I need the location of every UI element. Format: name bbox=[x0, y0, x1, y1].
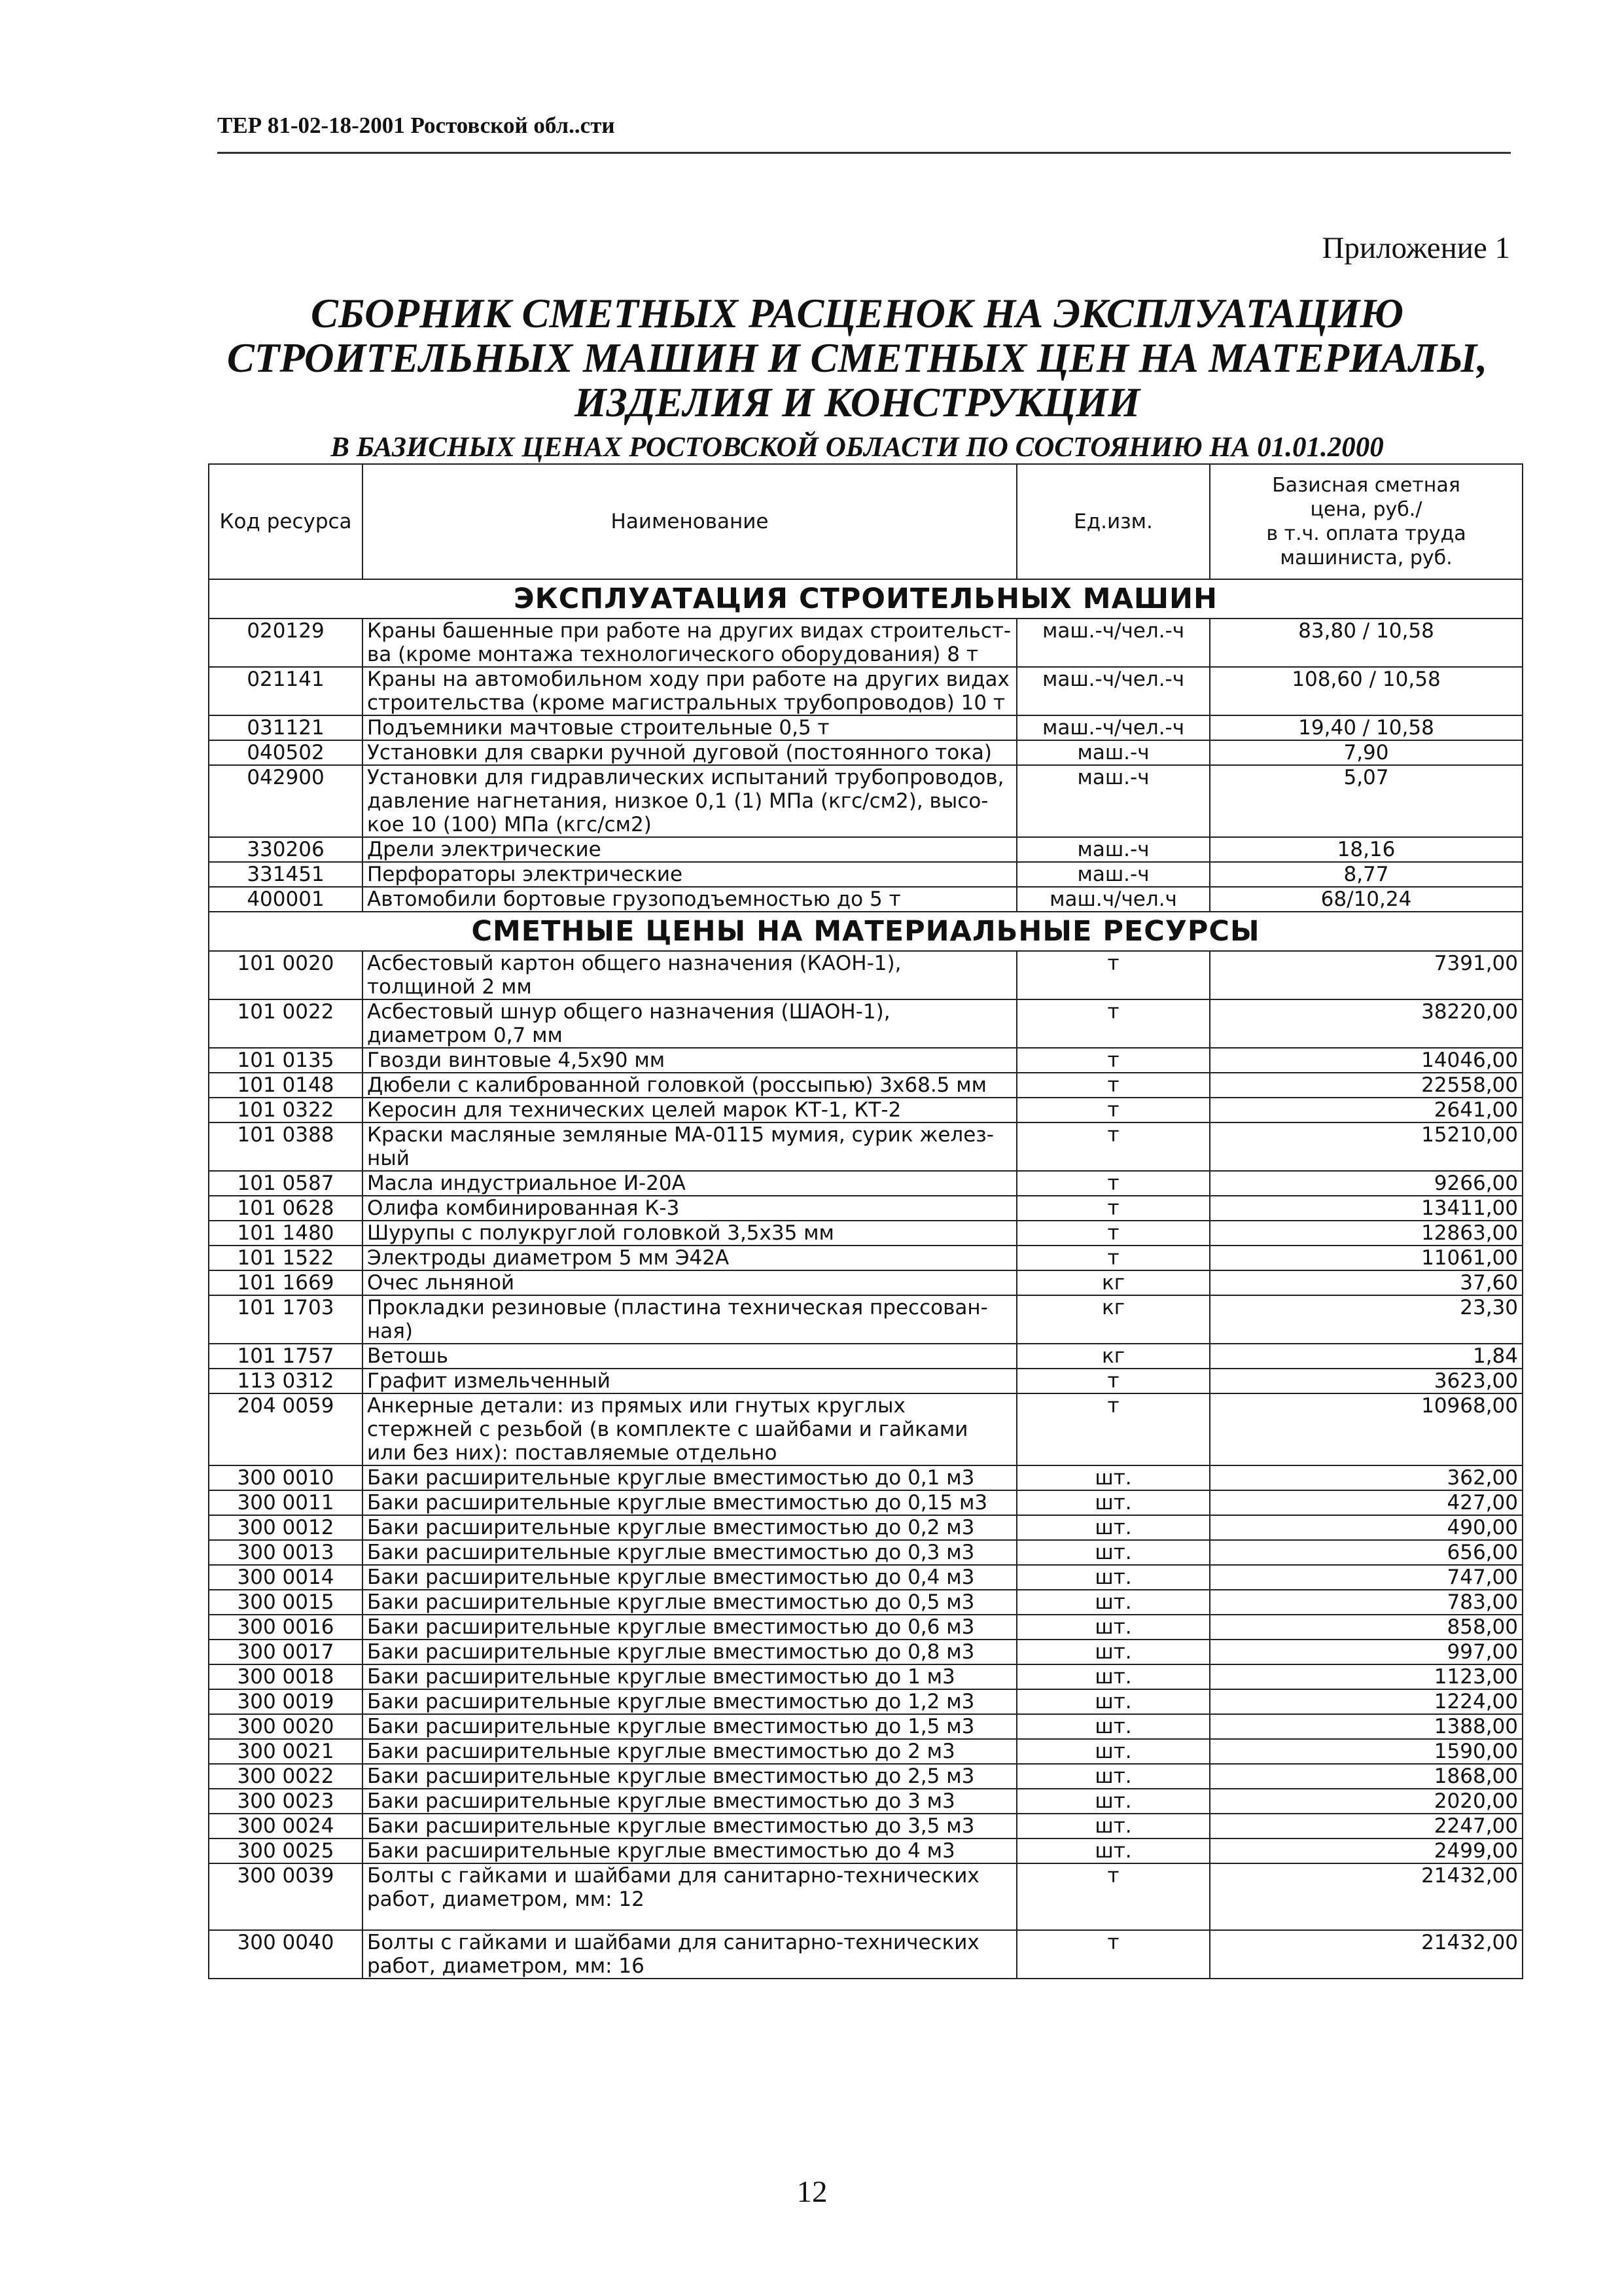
price-cell: 19,40 / 10,58 bbox=[1210, 715, 1523, 740]
price-cell: 1388,00 bbox=[1210, 1714, 1523, 1739]
resource-code-cell: 300 0016 bbox=[209, 1615, 362, 1640]
unit-cell: кг bbox=[1017, 1295, 1210, 1344]
resource-name-cell: Асбестовый картон общего назначения (КАОН-1), толщиной 2 мм bbox=[362, 951, 1017, 999]
resource-name-cell: Баки расширительные круглые вместимостью до 2,5 м3 bbox=[362, 1764, 1017, 1789]
resource-code-cell: 204 0059 bbox=[209, 1393, 362, 1465]
unit-cell: шт. bbox=[1017, 1714, 1210, 1739]
price-cell: 2247,00 bbox=[1210, 1814, 1523, 1839]
price-cell: 1224,00 bbox=[1210, 1689, 1523, 1714]
unit-cell: шт. bbox=[1017, 1689, 1210, 1714]
unit-cell: шт. bbox=[1017, 1664, 1210, 1689]
table-row bbox=[209, 1714, 1523, 1739]
resource-code-cell: 330206 bbox=[209, 837, 362, 862]
unit-cell: кг bbox=[1017, 1344, 1210, 1369]
appendix-label: Приложение 1 bbox=[1322, 231, 1510, 265]
price-cell: 68/10,24 bbox=[1210, 887, 1523, 912]
unit-cell: шт. bbox=[1017, 1839, 1210, 1863]
table-row bbox=[209, 1789, 1523, 1814]
table-row bbox=[209, 1073, 1523, 1098]
price-cell: 7,90 bbox=[1210, 740, 1523, 765]
resource-name-cell: Прокладки резиновые (пластина техническая прессован-ная) bbox=[362, 1295, 1017, 1344]
resource-code-cell: 101 0148 bbox=[209, 1073, 362, 1098]
price-cell: 13411,00 bbox=[1210, 1196, 1523, 1221]
table-row bbox=[209, 887, 1523, 912]
unit-cell: шт. bbox=[1017, 1590, 1210, 1615]
price-cell: 37,60 bbox=[1210, 1270, 1523, 1295]
resource-name-cell: Баки расширительные круглые вместимостью до 0,2 м3 bbox=[362, 1515, 1017, 1540]
table-row bbox=[209, 1122, 1523, 1171]
resource-name-cell: Масла индустриальное И-20А bbox=[362, 1171, 1017, 1196]
price-cell: 9266,00 bbox=[1210, 1171, 1523, 1196]
resource-name-cell: Автомобили бортовые грузоподъемностью до 5 т bbox=[362, 887, 1017, 912]
unit-cell: маш.-ч bbox=[1017, 862, 1210, 887]
unit-cell: т bbox=[1017, 1098, 1210, 1122]
unit-cell: шт. bbox=[1017, 1814, 1210, 1839]
unit-cell: шт. bbox=[1017, 1764, 1210, 1789]
table-row bbox=[209, 1246, 1523, 1270]
resource-name-cell: Очес льняной bbox=[362, 1270, 1017, 1295]
unit-cell: шт. bbox=[1017, 1789, 1210, 1814]
resource-code-cell: 300 0021 bbox=[209, 1739, 362, 1764]
title-line-1: СБОРНИК СМЕТНЫХ РАСЦЕНОК НА ЭКСПЛУАТАЦИЮ bbox=[311, 291, 1403, 336]
table-row bbox=[209, 1739, 1523, 1764]
resource-name-cell: Баки расширительные круглые вместимостью до 3 м3 bbox=[362, 1789, 1017, 1814]
price-cell: 22558,00 bbox=[1210, 1073, 1523, 1098]
column-header-price bbox=[1210, 464, 1523, 579]
resource-name-cell: Краны башенные при работе на других видах строительст-ва (кроме монтажа технологического оборудования) 8 т bbox=[362, 619, 1017, 667]
resource-code-cell: 300 0013 bbox=[209, 1540, 362, 1565]
table-row bbox=[209, 837, 1523, 862]
price-cell: 2641,00 bbox=[1210, 1098, 1523, 1122]
unit-cell: т bbox=[1017, 951, 1210, 999]
resource-code-cell: 300 0023 bbox=[209, 1789, 362, 1814]
price-cell: 7391,00 bbox=[1210, 951, 1523, 999]
resource-code-cell: 113 0312 bbox=[209, 1369, 362, 1393]
unit-cell: т bbox=[1017, 1369, 1210, 1393]
resource-code-cell: 300 0024 bbox=[209, 1814, 362, 1839]
resource-code-cell: 040502 bbox=[209, 740, 362, 765]
resource-code-cell: 300 0022 bbox=[209, 1764, 362, 1789]
resource-code-cell: 300 0018 bbox=[209, 1664, 362, 1689]
table-row bbox=[209, 1344, 1523, 1369]
price-cell: 8,77 bbox=[1210, 862, 1523, 887]
unit-cell: шт. bbox=[1017, 1465, 1210, 1490]
price-cell: 38220,00 bbox=[1210, 999, 1523, 1048]
table-row bbox=[209, 951, 1523, 999]
resource-name-cell: Баки расширительные круглые вместимостью до 0,5 м3 bbox=[362, 1590, 1017, 1615]
price-header-line-1: Базисная сметная bbox=[1272, 474, 1460, 497]
resource-name-cell: Баки расширительные круглые вместимостью до 0,8 м3 bbox=[362, 1640, 1017, 1664]
table-body bbox=[209, 579, 1523, 1979]
resource-code-cell: 020129 bbox=[209, 619, 362, 667]
price-table bbox=[208, 463, 1523, 1979]
resource-code-cell: 300 0011 bbox=[209, 1490, 362, 1515]
table-row bbox=[209, 740, 1523, 765]
unit-cell: шт. bbox=[1017, 1615, 1210, 1640]
resource-name-cell: Баки расширительные круглые вместимостью до 1,2 м3 bbox=[362, 1689, 1017, 1714]
resource-name-cell: Олифа комбинированная К-3 bbox=[362, 1196, 1017, 1221]
table-row bbox=[209, 1295, 1523, 1344]
unit-cell: маш.-ч/чел.-ч bbox=[1017, 715, 1210, 740]
column-header-name: Наименование bbox=[362, 464, 1017, 579]
price-cell: 14046,00 bbox=[1210, 1048, 1523, 1073]
price-cell: 783,00 bbox=[1210, 1590, 1523, 1615]
table-row bbox=[209, 1196, 1523, 1221]
document-title bbox=[196, 291, 1518, 464]
resource-code-cell: 300 0020 bbox=[209, 1714, 362, 1739]
unit-cell: т bbox=[1017, 1221, 1210, 1246]
resource-name-cell: Ветошь bbox=[362, 1344, 1017, 1369]
resource-name-cell: Баки расширительные круглые вместимостью до 0,1 м3 bbox=[362, 1465, 1017, 1490]
resource-name-cell: Керосин для технических целей марок КТ-1, КТ-2 bbox=[362, 1098, 1017, 1122]
price-cell: 427,00 bbox=[1210, 1490, 1523, 1515]
price-cell: 83,80 / 10,58 bbox=[1210, 619, 1523, 667]
table-row bbox=[209, 1664, 1523, 1689]
resource-name-cell: Баки расширительные круглые вместимостью до 0,4 м3 bbox=[362, 1565, 1017, 1590]
page-number: 12 bbox=[796, 2175, 828, 2209]
unit-cell: шт. bbox=[1017, 1640, 1210, 1664]
resource-code-cell: 300 0040 bbox=[209, 1930, 362, 1979]
price-header-line-2: цена, руб./ bbox=[1310, 498, 1422, 521]
unit-cell: маш.ч/чел.ч bbox=[1017, 887, 1210, 912]
price-cell: 5,07 bbox=[1210, 765, 1523, 837]
unit-cell: шт. bbox=[1017, 1739, 1210, 1764]
price-cell: 858,00 bbox=[1210, 1615, 1523, 1640]
header-divider bbox=[217, 152, 1511, 154]
table-row bbox=[209, 1465, 1523, 1490]
resource-code-cell: 101 1480 bbox=[209, 1221, 362, 1246]
title-line-3: ИЗДЕЛИЯ И КОНСТРУКЦИИ bbox=[574, 380, 1140, 425]
resource-name-cell: Гвозди винтовые 4,5х90 мм bbox=[362, 1048, 1017, 1073]
resource-code-cell: 101 0020 bbox=[209, 951, 362, 999]
resource-name-cell: Болты с гайками и шайбами для санитарно-технических работ, диаметром, мм: 16 bbox=[362, 1930, 1017, 1979]
resource-code-cell: 101 0628 bbox=[209, 1196, 362, 1221]
table-row bbox=[209, 1689, 1523, 1714]
price-cell: 1123,00 bbox=[1210, 1664, 1523, 1689]
resource-code-cell: 101 1669 bbox=[209, 1270, 362, 1295]
price-cell: 1,84 bbox=[1210, 1344, 1523, 1369]
resource-name-cell: Баки расширительные круглые вместимостью до 1 м3 bbox=[362, 1664, 1017, 1689]
resource-code-cell: 300 0039 bbox=[209, 1863, 362, 1930]
table-row bbox=[209, 1540, 1523, 1565]
table-row bbox=[209, 999, 1523, 1048]
section-title-machines: ЭКСПЛУАТАЦИЯ СТРОИТЕЛЬНЫХ МАШИН bbox=[209, 579, 1523, 619]
unit-cell: т bbox=[1017, 1196, 1210, 1221]
running-title: ТЕР 81-02-18-2001 Ростовской обл..сти bbox=[217, 113, 615, 138]
price-cell: 997,00 bbox=[1210, 1640, 1523, 1664]
unit-cell: т bbox=[1017, 1930, 1210, 1979]
table-row bbox=[209, 1930, 1523, 1979]
section-title-materials: СМЕТНЫЕ ЦЕНЫ НА МАТЕРИАЛЬНЫЕ РЕСУРСЫ bbox=[209, 912, 1523, 951]
resource-name-cell: Баки расширительные круглые вместимостью до 3,5 м3 bbox=[362, 1814, 1017, 1839]
resource-code-cell: 300 0019 bbox=[209, 1689, 362, 1714]
price-cell: 12863,00 bbox=[1210, 1221, 1523, 1246]
unit-cell: маш.-ч/чел.-ч bbox=[1017, 667, 1210, 715]
price-cell: 490,00 bbox=[1210, 1515, 1523, 1540]
price-cell: 1590,00 bbox=[1210, 1739, 1523, 1764]
table-row bbox=[209, 1590, 1523, 1615]
price-header-line-4: машиниста, руб. bbox=[1280, 547, 1453, 569]
resource-name-cell: Установки для гидравлических испытаний трубопроводов, давление нагнетания, низкое 0,1 (1) МПа (кгс/см2), высо-кое 10 (100) МПа (кгс/см2) bbox=[362, 765, 1017, 837]
resource-code-cell: 300 0010 bbox=[209, 1465, 362, 1490]
unit-cell: т bbox=[1017, 1122, 1210, 1171]
resource-code-cell: 101 0388 bbox=[209, 1122, 362, 1171]
price-cell: 3623,00 bbox=[1210, 1369, 1523, 1393]
resource-code-cell: 331451 bbox=[209, 862, 362, 887]
section-row-machines bbox=[209, 579, 1523, 619]
unit-cell: т bbox=[1017, 1246, 1210, 1270]
resource-code-cell: 400001 bbox=[209, 887, 362, 912]
price-cell: 15210,00 bbox=[1210, 1122, 1523, 1171]
unit-cell: маш.-ч bbox=[1017, 740, 1210, 765]
resource-code-cell: 042900 bbox=[209, 765, 362, 837]
resource-name-cell: Баки расширительные круглые вместимостью до 0,15 м3 bbox=[362, 1490, 1017, 1515]
resource-code-cell: 101 0587 bbox=[209, 1171, 362, 1196]
unit-cell: т bbox=[1017, 1073, 1210, 1098]
unit-cell: шт. bbox=[1017, 1515, 1210, 1540]
resource-code-cell: 031121 bbox=[209, 715, 362, 740]
title-subtitle: В БАЗИСНЫХ ЦЕНАХ РОСТОВСКОЙ ОБЛАСТИ ПО СОСТОЯНИЮ НА 01.01.2000 bbox=[330, 432, 1384, 463]
table-row bbox=[209, 715, 1523, 740]
table-row bbox=[209, 1369, 1523, 1393]
unit-cell: маш.-ч bbox=[1017, 837, 1210, 862]
unit-cell: т bbox=[1017, 999, 1210, 1048]
resource-code-cell: 101 0022 bbox=[209, 999, 362, 1048]
resource-code-cell: 021141 bbox=[209, 667, 362, 715]
resource-name-cell: Асбестовый шнур общего назначения (ШАОН-1), диаметром 0,7 мм bbox=[362, 999, 1017, 1048]
table-row bbox=[209, 619, 1523, 667]
price-cell: 21432,00 bbox=[1210, 1863, 1523, 1930]
resource-name-cell: Шурупы с полукруглой головкой 3,5х35 мм bbox=[362, 1221, 1017, 1246]
table-row bbox=[209, 1221, 1523, 1246]
resource-code-cell: 101 1522 bbox=[209, 1246, 362, 1270]
price-cell: 656,00 bbox=[1210, 1540, 1523, 1565]
price-cell: 18,16 bbox=[1210, 837, 1523, 862]
table-row bbox=[209, 1270, 1523, 1295]
resource-name-cell: Баки расширительные круглые вместимостью до 0,6 м3 bbox=[362, 1615, 1017, 1640]
price-cell: 1868,00 bbox=[1210, 1764, 1523, 1789]
table-row bbox=[209, 1615, 1523, 1640]
resource-name-cell: Установки для сварки ручной дуговой (постоянного тока) bbox=[362, 740, 1017, 765]
resource-name-cell: Электроды диаметром 5 мм Э42А bbox=[362, 1246, 1017, 1270]
table-row bbox=[209, 1640, 1523, 1664]
table-row bbox=[209, 765, 1523, 837]
resource-name-cell: Баки расширительные круглые вместимостью до 2 м3 bbox=[362, 1739, 1017, 1764]
resource-code-cell: 101 1757 bbox=[209, 1344, 362, 1369]
resource-name-cell: Дрели электрические bbox=[362, 837, 1017, 862]
price-cell: 11061,00 bbox=[1210, 1246, 1523, 1270]
resource-name-cell: Краски масляные земляные МА-0115 мумия, сурик желез-ный bbox=[362, 1122, 1017, 1171]
resource-code-cell: 300 0014 bbox=[209, 1565, 362, 1590]
price-cell: 747,00 bbox=[1210, 1565, 1523, 1590]
unit-cell: т bbox=[1017, 1171, 1210, 1196]
unit-cell: маш.-ч bbox=[1017, 765, 1210, 837]
resource-name-cell: Перфораторы электрические bbox=[362, 862, 1017, 887]
table-row bbox=[209, 1764, 1523, 1789]
price-cell: 23,30 bbox=[1210, 1295, 1523, 1344]
resource-name-cell: Краны на автомобильном ходу при работе на других видах строительства (кроме магистральных трубопроводов) 10 т bbox=[362, 667, 1017, 715]
resource-name-cell: Дюбели с калиброванной головкой (россыпью) 3х68.5 мм bbox=[362, 1073, 1017, 1098]
price-cell: 108,60 / 10,58 bbox=[1210, 667, 1523, 715]
resource-code-cell: 300 0017 bbox=[209, 1640, 362, 1664]
table-row bbox=[209, 1393, 1523, 1465]
resource-code-cell: 101 1703 bbox=[209, 1295, 362, 1344]
table-row bbox=[209, 1839, 1523, 1863]
unit-cell: шт. bbox=[1017, 1565, 1210, 1590]
table-row bbox=[209, 862, 1523, 887]
price-cell: 2499,00 bbox=[1210, 1839, 1523, 1863]
table-row bbox=[209, 1565, 1523, 1590]
resource-code-cell: 101 0322 bbox=[209, 1098, 362, 1122]
table-row bbox=[209, 1048, 1523, 1073]
table-header-row bbox=[209, 464, 1523, 579]
title-line-2: СТРОИТЕЛЬНЫХ МАШИН И СМЕТНЫХ ЦЕН НА МАТЕРИАЛЫ, bbox=[226, 335, 1488, 381]
unit-cell: т bbox=[1017, 1863, 1210, 1930]
resource-name-cell: Болты с гайками и шайбами для санитарно-технических работ, диаметром, мм: 12 bbox=[362, 1863, 1017, 1930]
resource-name-cell: Баки расширительные круглые вместимостью до 0,3 м3 bbox=[362, 1540, 1017, 1565]
price-header-line-3: в т.ч. оплата труда bbox=[1266, 522, 1466, 545]
price-cell: 10968,00 bbox=[1210, 1393, 1523, 1465]
unit-cell: т bbox=[1017, 1048, 1210, 1073]
price-cell: 362,00 bbox=[1210, 1465, 1523, 1490]
table-row bbox=[209, 667, 1523, 715]
resource-code-cell: 300 0025 bbox=[209, 1839, 362, 1863]
price-cell: 2020,00 bbox=[1210, 1789, 1523, 1814]
resource-name-cell: Подъемники мачтовые строительные 0,5 т bbox=[362, 715, 1017, 740]
resource-code-cell: 300 0012 bbox=[209, 1515, 362, 1540]
table-row bbox=[209, 1863, 1523, 1930]
resource-name-cell: Анкерные детали: из прямых или гнутых круглых стержней с резьбой (в комплекте с шайбами и гайками или без них): поставляемые отдельно bbox=[362, 1393, 1017, 1465]
unit-cell: шт. bbox=[1017, 1540, 1210, 1565]
table-row bbox=[209, 1515, 1523, 1540]
column-header-unit: Ед.изм. bbox=[1017, 464, 1210, 579]
unit-cell: маш.-ч/чел.-ч bbox=[1017, 619, 1210, 667]
table-row bbox=[209, 1098, 1523, 1122]
unit-cell: шт. bbox=[1017, 1490, 1210, 1515]
table-row bbox=[209, 1171, 1523, 1196]
column-header-code: Код ресурса bbox=[209, 464, 362, 579]
resource-code-cell: 300 0015 bbox=[209, 1590, 362, 1615]
table-header bbox=[209, 464, 1523, 579]
unit-cell: кг bbox=[1017, 1270, 1210, 1295]
unit-cell: т bbox=[1017, 1393, 1210, 1465]
price-cell: 21432,00 bbox=[1210, 1930, 1523, 1979]
table-row bbox=[209, 1814, 1523, 1839]
resource-code-cell: 101 0135 bbox=[209, 1048, 362, 1073]
table-row bbox=[209, 1490, 1523, 1515]
resource-name-cell: Графит измельченный bbox=[362, 1369, 1017, 1393]
section-row-materials bbox=[209, 912, 1523, 951]
resource-name-cell: Баки расширительные круглые вместимостью до 4 м3 bbox=[362, 1839, 1017, 1863]
resource-name-cell: Баки расширительные круглые вместимостью до 1,5 м3 bbox=[362, 1714, 1017, 1739]
